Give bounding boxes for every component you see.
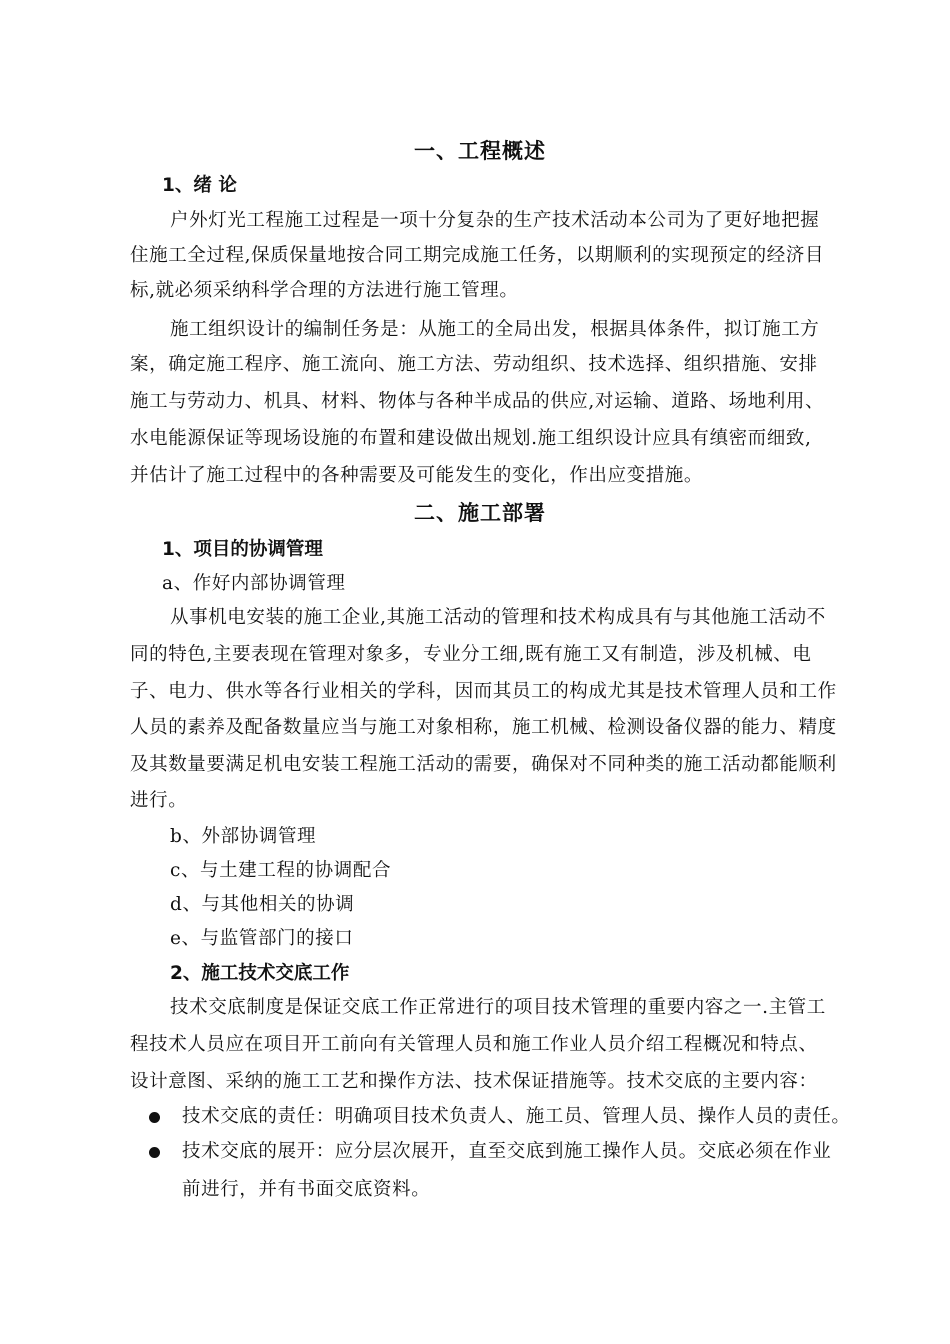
paragraph-line: 水电能源保证等现场设施的布置和建设做出规划.施工组织设计应具有缜密而细致,: [130, 428, 812, 449]
list-item-a: a、作好内部协调管理: [162, 573, 346, 594]
bullet-item-continuation: 前进行，并有书面交底资料。: [182, 1179, 431, 1200]
section-1-1-heading: 1、绪 论: [162, 175, 237, 196]
section-2-2-heading: 2、施工技术交底工作: [170, 963, 350, 984]
list-item-c: c、与土建工程的协调配合: [170, 860, 392, 881]
paragraph-line: 及其数量要满足机电安装工程施工活动的需要，确保对不同种类的施工活动都能顺利: [130, 754, 837, 775]
bullet-item: 技术交底的展开：应分层次展开，直至交底到施工操作人员。交底必须在作业: [182, 1141, 832, 1162]
paragraph-line: 施工组织设计的编制任务是：从施工的全局出发，根据具体条件，拟订施工方: [170, 319, 820, 340]
paragraph-line: 从事机电安装的施工企业,其施工活动的管理和技术构成具有与其他施工活动不: [170, 607, 826, 628]
paragraph-line: 住施工全过程,保质保量地按合同工期完成施工任务，以期顺利的实现预定的经济目: [130, 245, 825, 266]
list-item-d: d、与其他相关的协调: [170, 894, 355, 915]
paragraph-line: 户外灯光工程施工过程是一项十分复杂的生产技术活动本公司为了更好地把握: [170, 210, 820, 231]
paragraph-line: 子、电力、供水等各行业相关的学科，因而其员工的构成尤其是技术管理人员和工作: [130, 681, 837, 702]
bullet-icon: [149, 1147, 160, 1158]
bullet-icon: [149, 1112, 160, 1123]
paragraph-line: 技术交底制度是保证交底工作正常进行的项目技术管理的重要内容之一.主管工: [170, 997, 826, 1018]
paragraph-line: 案，确定施工程序、施工流向、施工方法、劳动组织、技术选择、组织措施、安排: [130, 354, 818, 375]
list-item-e: e、与监管部门的接口: [170, 928, 354, 949]
section-2-1-heading: 1、项目的协调管理: [162, 539, 323, 560]
paragraph-line: 并估计了施工过程中的各种需要及可能发生的变化，作出应变措施。: [130, 465, 704, 486]
paragraph-line: 设计意图、采纳的施工工艺和操作方法、技术保证措施等。技术交底的主要内容：: [130, 1071, 818, 1092]
section-1-title: 一、工程概述: [414, 139, 546, 163]
paragraph-line: 同的特色,主要表现在管理对象多，专业分工细,既有施工又有制造，涉及机械、电: [130, 644, 812, 665]
list-item-b: b、外部协调管理: [170, 826, 317, 847]
paragraph-line: 施工与劳动力、机具、材料、物体与各种半成品的供应,对运输、道路、场地利用、: [130, 391, 825, 412]
paragraph-line: 人员的素养及配备数量应当与施工对象相称，施工机械、检测设备仪器的能力、精度: [130, 717, 837, 738]
paragraph-line: 程技术人员应在项目开工前向有关管理人员和施工作业人员介绍工程概况和特点、: [130, 1034, 818, 1055]
paragraph-line: 进行。: [130, 790, 188, 811]
paragraph-line: 标,就必须采纳科学合理的方法进行施工管理。: [130, 280, 519, 301]
bullet-item: 技术交底的责任：明确项目技术负责人、施工员、管理人员、操作人员的责任。: [182, 1106, 851, 1127]
section-2-title: 二、施工部署: [414, 501, 546, 525]
